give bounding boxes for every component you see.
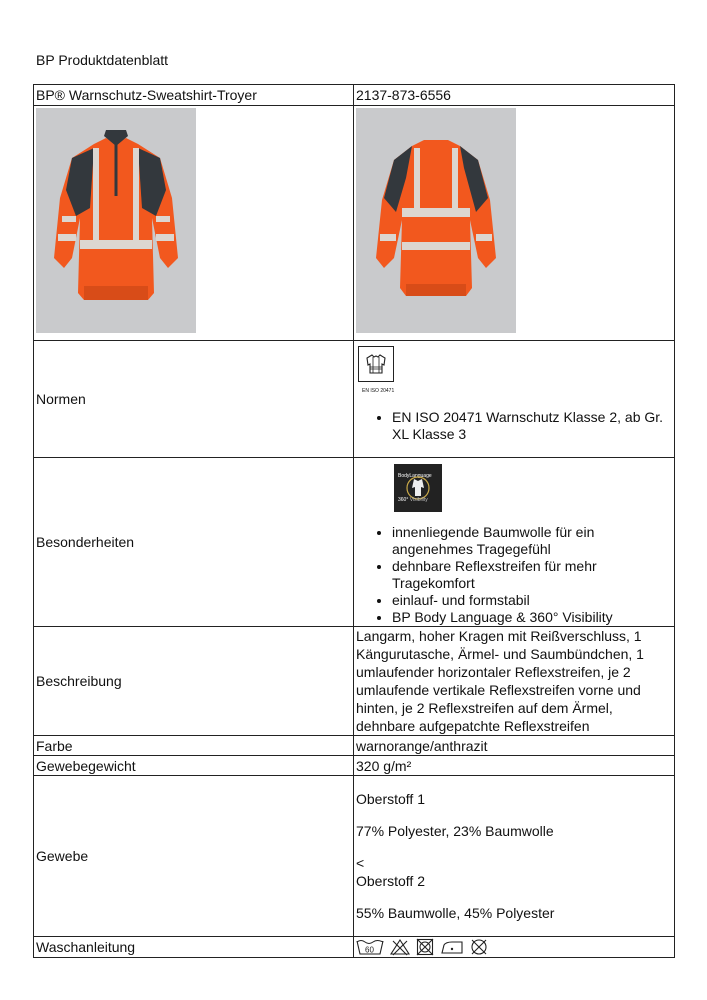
list-item: • innenliegende Baumwolle für ein angenehmes Tragegefühl xyxy=(392,524,672,558)
fabric-separator: < xyxy=(356,855,365,871)
fabric-line: Oberstoff 2 xyxy=(356,873,426,889)
list-item: • dehnbare Reflexstreifen für mehr Tragekomfort xyxy=(392,558,672,592)
no-dry-clean-icon xyxy=(470,938,488,956)
normen-label: Normen xyxy=(34,341,354,458)
front-jacket-illustration xyxy=(36,108,196,333)
care-symbols xyxy=(356,937,672,957)
visibility-caption xyxy=(398,491,428,509)
front-product-image xyxy=(36,108,196,333)
farbe-label: Farbe xyxy=(34,736,354,756)
front-image-cell xyxy=(34,106,354,341)
gewebegewicht-value: 320 g/m² xyxy=(354,756,675,776)
product-header-row xyxy=(34,85,675,106)
no-tumble-dry-icon xyxy=(416,938,434,956)
list-item: • EN ISO 20471 Warnschutz Klasse 2, ab Gr. XL Klasse 3 xyxy=(392,409,672,443)
fabric-line: 77% Polyester, 23% Baumwolle xyxy=(356,823,554,839)
visibility-degrees: 360° xyxy=(398,497,409,503)
normen-row xyxy=(34,341,675,458)
beschreibung-text: Langarm, hoher Kragen mit Reißverschluss, 1 Kängurutasche, Ärmel- und Saumbündchen, 1 umlaufender horizontaler Reflexstreifen, je 2 umlaufende vertikale Reflexstreifen vorne und hinten, je 2 Reflexstreifen auf dem Ärmel, dehnbare aufgepatchte Reflexstreifen xyxy=(354,627,675,736)
gewebe-label: Gewebe xyxy=(34,776,354,937)
besonderheiten-label: Besonderheiten xyxy=(34,458,354,627)
datasheet-table xyxy=(33,84,675,958)
product-images-row xyxy=(34,106,675,341)
gewebe-content xyxy=(354,776,675,937)
besonderheiten-row xyxy=(34,458,675,627)
body-language-logo-title: BodyLanguage xyxy=(398,473,432,479)
normen-list xyxy=(356,409,672,443)
iron-low-icon xyxy=(440,938,464,956)
gewebe-row xyxy=(34,776,675,937)
beschreibung-row xyxy=(34,627,675,736)
beschreibung-label: Beschreibung xyxy=(34,627,354,736)
no-bleach-icon xyxy=(390,938,410,956)
body-language-logo xyxy=(394,464,442,512)
document-title: BP Produktdatenblatt xyxy=(36,52,169,68)
wash-temperature: 60 xyxy=(365,945,374,955)
waschanleitung-row xyxy=(34,937,675,958)
back-product-image xyxy=(356,108,516,333)
normen-icon-caption: EN ISO 20471 xyxy=(362,388,395,394)
product-datasheet xyxy=(33,84,674,958)
gewebegewicht-row xyxy=(34,756,675,776)
gewebegewicht-label: Gewebegewicht xyxy=(34,756,354,776)
wash-60-icon xyxy=(356,938,384,956)
list-item: • BP Body Language & 360° Visibility xyxy=(392,609,672,626)
product-name: BP® Warnschutz-Sweatshirt-Troyer xyxy=(34,85,354,106)
back-image-cell xyxy=(354,106,675,341)
hi-vis-jacket-icon xyxy=(358,346,394,382)
fabric-line: 55% Baumwolle, 45% Polyester xyxy=(356,905,555,921)
farbe-value: warnorange/anthrazit xyxy=(354,736,675,756)
waschanleitung-label: Waschanleitung xyxy=(34,937,354,958)
product-number: 2137-873-6556 xyxy=(354,85,675,106)
waschanleitung-icons xyxy=(354,937,675,958)
normen-content xyxy=(354,341,675,458)
besonderheiten-content xyxy=(354,458,675,627)
farbe-row xyxy=(34,736,675,756)
visibility-word: Visibility xyxy=(409,497,428,503)
list-item: • einlauf- und formstabil xyxy=(392,592,672,609)
besonderheiten-list xyxy=(356,524,672,626)
back-jacket-illustration xyxy=(356,108,516,333)
fabric-line: Oberstoff 1 xyxy=(356,791,426,807)
